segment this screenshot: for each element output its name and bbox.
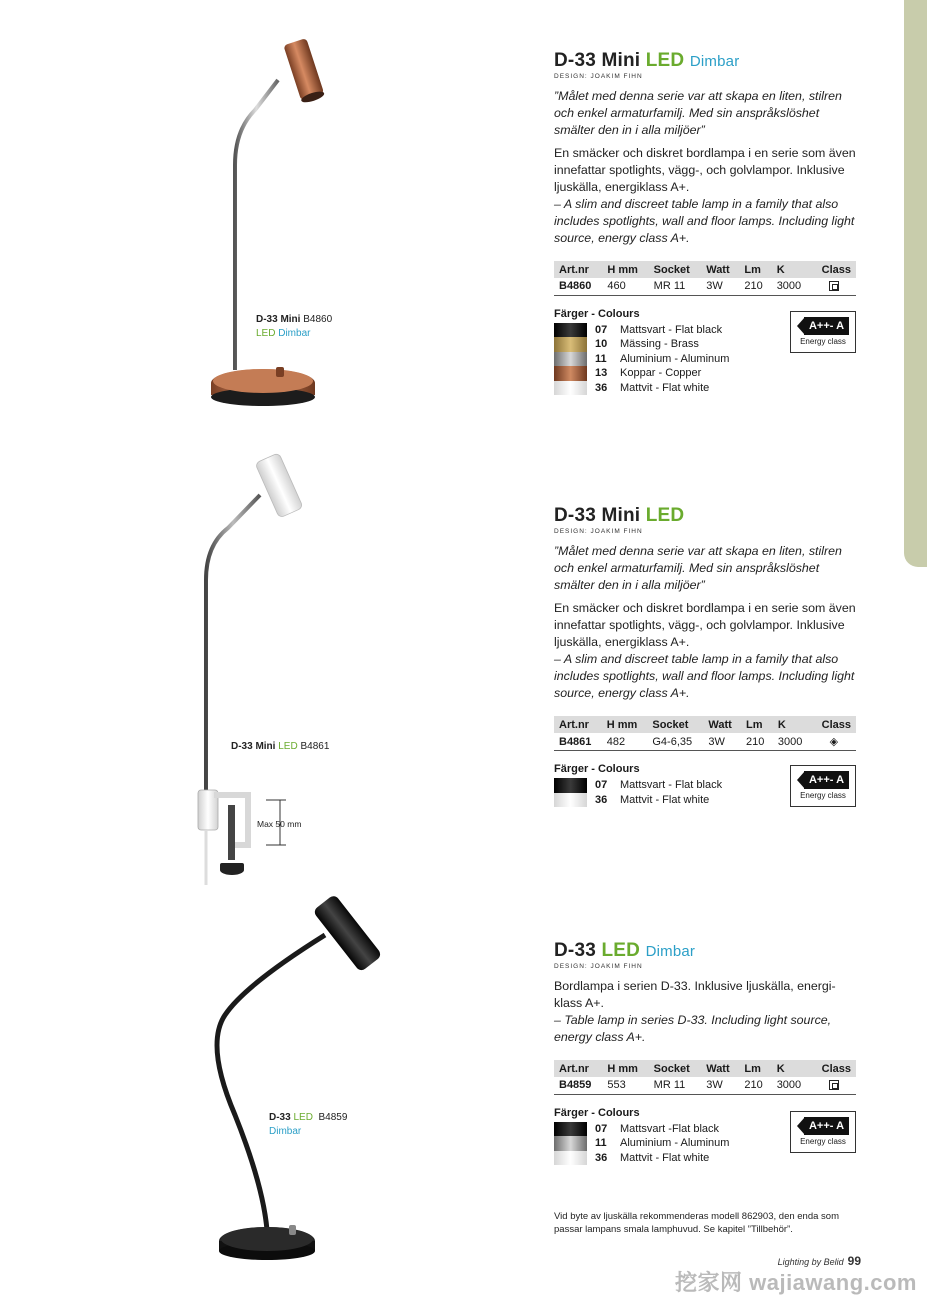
cell-lumen: 210 (741, 733, 773, 751)
colour-name: Koppar - Copper (620, 367, 702, 380)
clamp-dimension-label: Max 50 mm (257, 819, 302, 829)
designer-credit: DESIGN: JOAKIM FIHN (554, 73, 643, 80)
cell-height: 482 (602, 733, 648, 751)
header-class: Class (811, 1060, 856, 1077)
colour-code: 10 (595, 338, 608, 351)
product-quote: ”Målet med denna serie var att skapa en liten, stilren och enkel armaturfamilj. Med sin anspråkslöshet smälter den in i alla miljöer” (554, 544, 842, 592)
colour-code: 11 (595, 352, 607, 365)
product-title: D-33 Mini LED (554, 505, 685, 526)
swatch-copper (554, 366, 587, 381)
swatch-flat-white (554, 381, 587, 396)
cell-height: 460 (602, 278, 648, 295)
product-block-b4860 (554, 50, 856, 395)
colour-code: 36 (595, 1151, 608, 1164)
spec-table (554, 1060, 856, 1095)
colour-name: Mattsvart -Flat black (620, 1122, 720, 1135)
description-english: – A slim and discreet table lamp in a family that also includes spotlights, wall and floor lamps. Including light source, energy class A+. (554, 197, 855, 245)
energy-class-text: Energy class (800, 1136, 846, 1146)
header-height: H mm (602, 261, 648, 278)
footnote: Vid byte av ljuskälla rekommenderas modell 862903, den enda som passar lampans smala lamphuvud. Se kapitel ”Tillbehör”. (554, 1211, 839, 1235)
colour-options (554, 1107, 856, 1166)
cell-watt: 3W (703, 733, 741, 751)
colour-name: Mattsvart - Flat black (620, 323, 723, 336)
footer-brand: Lighting by Belid (777, 1257, 844, 1267)
energy-label (790, 1111, 856, 1153)
colour-name: Mattvit - Flat white (620, 1151, 710, 1164)
header-lumen: Lm (741, 716, 773, 733)
cell-lumen: 210 (739, 1077, 771, 1094)
header-art-nr: Art.nr (554, 716, 602, 733)
lamp-image-b4859 (205, 895, 385, 1270)
cell-kelvin: 3000 (772, 1077, 811, 1094)
cell-lumen: 210 (739, 278, 771, 295)
table-row (554, 278, 856, 295)
colour-option (554, 1151, 856, 1166)
cell-kelvin: 3000 (772, 278, 811, 295)
energy-label (790, 311, 856, 353)
energy-arrow-icon: A++- A (797, 771, 849, 789)
chapter-tab (904, 0, 927, 567)
header-kelvin: K (773, 716, 812, 733)
header-art-nr: Art.nr (554, 1060, 602, 1077)
page-number: 99 (847, 1254, 861, 1268)
colour-name: Mattsvart - Flat black (620, 779, 723, 792)
cell-watt: 3W (701, 278, 739, 295)
energy-class-text: Energy class (800, 791, 846, 800)
colour-name: Mattvit - Flat white (620, 793, 710, 806)
product-block-b4861 (554, 505, 856, 807)
swatch-aluminium (554, 1136, 587, 1151)
description-swedish: Bordlampa i serien D-33. Inklusive ljuskälla, energi-klass A+. (554, 979, 836, 1010)
swatch-aluminium (554, 352, 587, 367)
header-kelvin: K (772, 1060, 811, 1077)
table-row (554, 733, 856, 751)
cell-watt: 3W (701, 1077, 739, 1094)
description-swedish: En smäcker och diskret bordlampa i en serie som även innefattar spotlights, vägg-, och golvlampor. Inklusive ljuskälla, energiklass A+. (554, 146, 856, 194)
colour-code: 13 (595, 367, 608, 380)
header-art-nr: Art.nr (554, 261, 602, 278)
colour-name: Aluminium - Aluminum (620, 1137, 730, 1150)
header-watt: Watt (701, 261, 739, 278)
energy-arrow-icon: A++- A (797, 1117, 849, 1135)
cell-art-nr: B4860 (554, 278, 602, 295)
swatch-flat-black (554, 323, 587, 338)
header-class: Class (811, 261, 856, 278)
diamond-class-icon: ◈ (829, 736, 839, 748)
energy-label (790, 765, 856, 807)
header-lumen: Lm (739, 261, 771, 278)
designer-credit: DESIGN: JOAKIM FIHN (554, 963, 643, 970)
designer-credit: DESIGN: JOAKIM FIHN (554, 528, 643, 535)
swatch-flat-black (554, 778, 587, 793)
cell-class (812, 733, 856, 751)
spec-table (554, 716, 856, 751)
lamp-caption-b4860: D-33 Mini B4860 LED Dimbar (256, 314, 333, 339)
colour-name: Aluminium - Aluminum (620, 352, 730, 365)
colour-code: 07 (595, 1122, 608, 1135)
header-height: H mm (602, 716, 648, 733)
energy-class-text: Energy class (800, 336, 846, 346)
colours-title: Färger - Colours (554, 1106, 640, 1119)
colour-code: 07 (595, 323, 608, 336)
header-socket: Socket (649, 1060, 702, 1077)
header-socket: Socket (647, 716, 703, 733)
lamp-caption-b4859: D-33 LED B4859 Dimbar (269, 1112, 348, 1137)
colour-name: Mässing - Brass (620, 338, 699, 351)
colour-option (554, 352, 856, 367)
colour-code: 36 (595, 381, 608, 394)
swatch-flat-black (554, 1122, 587, 1137)
cell-class (811, 278, 856, 295)
cell-class (811, 1077, 856, 1094)
cell-socket: MR 11 (649, 278, 702, 295)
description-swedish: En smäcker och diskret bordlampa i en serie som även innefattar spotlights, vägg-, och golvlampor. Inklusive ljuskälla, energiklass A+. (554, 601, 856, 649)
colours-title: Färger - Colours (554, 307, 640, 320)
header-watt: Watt (703, 716, 741, 733)
swatch-brass (554, 337, 587, 352)
watermark: 挖家网 wajiawang.com (675, 1270, 917, 1295)
colour-code: 36 (595, 793, 608, 806)
cell-art-nr: B4859 (554, 1077, 602, 1094)
lamp-image-b4860 (200, 35, 340, 415)
header-lumen: Lm (739, 1060, 771, 1077)
double-square-icon (829, 281, 839, 291)
description-english: – A slim and discreet table lamp in a family that also includes spotlights, wall and floor lamps. Including light source, energy class A+. (554, 652, 855, 700)
cell-art-nr: B4861 (554, 733, 602, 751)
swatch-flat-white (554, 793, 587, 808)
cell-height: 553 (602, 1077, 648, 1094)
header-height: H mm (602, 1060, 648, 1077)
swatch-flat-white (554, 1151, 587, 1166)
double-square-icon (829, 1080, 839, 1090)
colour-option (554, 381, 856, 396)
colour-code: 07 (595, 779, 608, 792)
header-socket: Socket (649, 261, 702, 278)
header-class: Class (812, 716, 856, 733)
product-title: D-33 Mini LED Dimbar (554, 50, 740, 71)
description-english: – Table lamp in series D-33. Including light source, energy class A+. (554, 1013, 832, 1044)
product-block-b4859 (554, 940, 856, 1165)
cell-socket: MR 11 (649, 1077, 702, 1094)
energy-arrow-icon: A++- A (797, 317, 849, 335)
spec-table (554, 261, 856, 296)
colours-title: Färger - Colours (554, 763, 640, 775)
lamp-caption-b4861: D-33 Mini LED B4861 (231, 741, 330, 752)
cell-socket: G4-6,35 (647, 733, 703, 751)
table-row (554, 1077, 856, 1094)
cell-kelvin: 3000 (773, 733, 812, 751)
colour-code: 11 (595, 1137, 607, 1150)
product-title: D-33 LED Dimbar (554, 940, 696, 961)
colour-options (554, 308, 856, 396)
colour-options (554, 763, 856, 807)
header-kelvin: K (772, 261, 811, 278)
product-quote: ”Målet med denna serie var att skapa en liten, stilren och enkel armaturfamilj. Med sin anspråkslöshet smälter den in i alla miljöer” (554, 89, 842, 137)
header-watt: Watt (701, 1060, 739, 1077)
colour-option (554, 366, 856, 381)
colour-name: Mattvit - Flat white (620, 381, 710, 394)
